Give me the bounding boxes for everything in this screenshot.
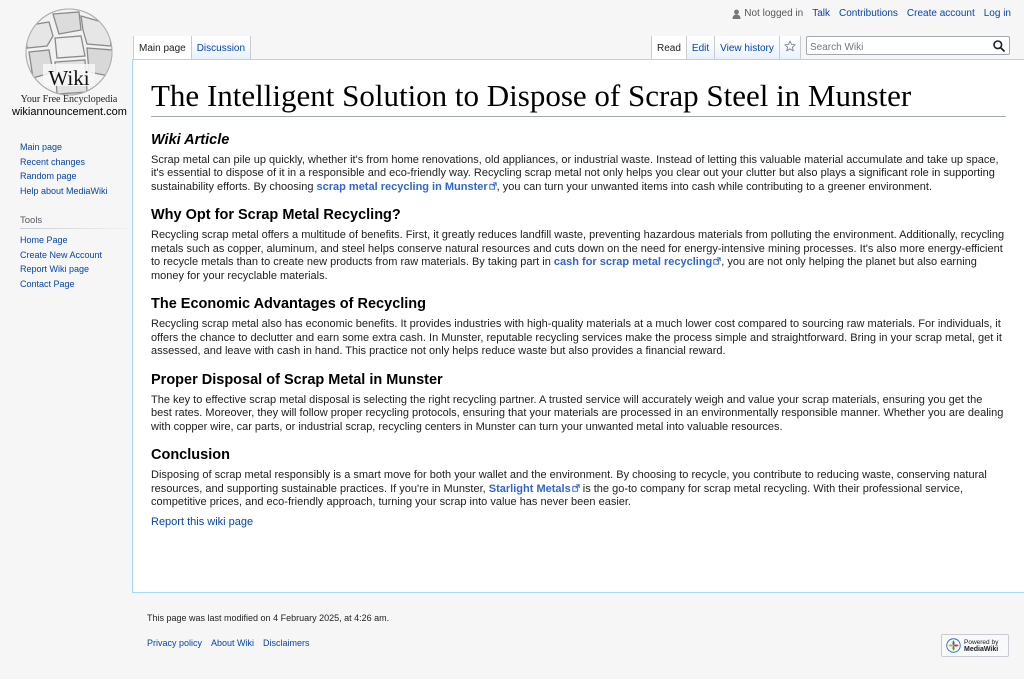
logo-site-name: wikiannouncement.com: [12, 106, 127, 118]
search-icon[interactable]: [992, 39, 1006, 53]
sidebar-item-contact-page[interactable]: Contact Page: [20, 278, 75, 289]
tab-read-label[interactable]: Read: [657, 43, 681, 54]
tools-heading: Tools: [20, 215, 126, 229]
search-input[interactable]: [807, 40, 990, 56]
sidebar-item-random-page[interactable]: Random page: [20, 171, 77, 181]
mediawiki-flower-icon: [946, 638, 961, 653]
watch-star-button[interactable]: [779, 36, 801, 60]
tab-edit-label[interactable]: Edit: [691, 43, 710, 54]
paragraph-text: is the go-to company for scrap metal recycling. With their professional service, competitive prices, and eco-friendly approach, turning your scrap into value has never been easier.: [151, 482, 964, 509]
sidebar-item-main-page[interactable]: Main page: [20, 142, 63, 152]
tab-view-history-label[interactable]: View history: [720, 43, 774, 54]
not-logged-in-label: Not logged in: [744, 8, 804, 19]
powered-by-text: [964, 639, 998, 653]
section-paragraph: Recycling scrap metal also has economic benefits. It provides industries with high-quality materials at a much lower cost compared to sourcing raw materials. For individuals, it offers the chance to declutter and earn some extra cash. In Munster, reputable recycling services make the process simple and straightforward. Bring in your scrap metal, get it assessed, and leave with cash in hand. This practice not only helps reduce waste but also provides a financial reward.: [151, 318, 1002, 358]
section-paragraph: [151, 229, 1006, 283]
section-heading: The Economic Advantages of Recycling: [151, 296, 427, 313]
namespace-tabs: [133, 36, 251, 60]
about-wiki-link[interactable]: About Wiki: [211, 638, 255, 648]
tab-view-history[interactable]: [714, 36, 779, 60]
privacy-policy-link[interactable]: Privacy policy: [147, 638, 203, 648]
external-link-scrap-metal-recycling[interactable]: scrap metal recycling in Munster: [316, 180, 488, 193]
talk-link[interactable]: Talk: [812, 8, 830, 19]
star-icon: [784, 40, 796, 52]
powered-by-small: Powered by: [964, 638, 999, 646]
powered-by-big: MediaWiki: [964, 645, 999, 653]
anon-status: [732, 8, 803, 19]
external-link-cash-for-scrap[interactable]: cash for scrap metal recycling: [553, 256, 713, 269]
sidebar-item-recent-changes[interactable]: Recent changes: [20, 156, 86, 167]
external-link-icon: [572, 484, 580, 492]
powered-by-mediawiki-badge[interactable]: [941, 634, 1009, 657]
external-link-icon: [489, 182, 497, 190]
sidebar-item-report-page[interactable]: Report Wiki page: [20, 264, 90, 274]
sidebar-item-help[interactable]: Help about MediaWiki: [20, 185, 108, 196]
contributions-link[interactable]: Contributions: [839, 8, 898, 19]
search-box: [806, 36, 1010, 55]
section-paragraph: The key to effective scrap metal disposal is selecting the right recycling partner. A trusted service will accurately weigh and value your scrap materials, ensuring you get the best rates. Moreover, they will follow proper recycling protocols, ensuring that your materials are processed in an environmentally responsible manner. Whether you are dealing with copper wire, car parts, or industrial scrap, recycling centers in Munster can turn your unwanted metal into valuable resources.: [151, 393, 1004, 433]
page-title: The Intelligent Solution to Dispose of Scrap Steel in Munster: [151, 78, 1006, 117]
create-account-link[interactable]: Create account: [906, 8, 975, 19]
section-heading: Wiki Article: [151, 131, 230, 148]
content-area: [132, 59, 1024, 593]
tab-main-page-label[interactable]: Main page: [139, 43, 186, 54]
section-paragraph: [151, 154, 1006, 195]
last-modified-text: This page was last modified on 4 February 2025, at 4:26 am.: [147, 613, 390, 623]
tab-main-page[interactable]: [133, 36, 191, 60]
section-heading: Proper Disposal of Scrap Metal in Munster: [151, 371, 443, 388]
logo-wordmark: Wiki: [48, 66, 90, 90]
paragraph-text: Disposing of scrap metal responsibly is a smart move for both your wallet and the environment. By choosing to recycle, you contribute to reducing waste, conserving natural resources, and supporting sustainable practices. If you're in Munster,: [151, 469, 987, 495]
personal-tools: [732, 8, 1011, 19]
sidebar-item-create-account[interactable]: Create New Account: [20, 249, 103, 260]
paragraph-text: Scrap metal can pile up quickly, whether it's from home renovations, old appliances, or industrial waste. Instead of letting this valuable material accumulate and take up space, it's essential to dispose of it in a responsible and eco-friendly way. Recycling scrap metal not only helps you clear out your clutter but also plays a significant role in supporting sustainability efforts. By choosing: [151, 153, 999, 193]
tab-edit[interactable]: [686, 36, 714, 60]
login-link[interactable]: Log in: [983, 8, 1011, 19]
paragraph-text: , you are not only helping the planet but also earning money for your recyclable materials.: [151, 256, 977, 282]
view-tabs: [651, 36, 801, 60]
site-logo[interactable]: [12, 6, 126, 124]
sidebar: [20, 140, 126, 291]
report-page-link[interactable]: Report this wiki page: [151, 515, 254, 528]
tab-read[interactable]: [651, 36, 686, 60]
tab-discussion[interactable]: [191, 36, 251, 60]
footer-links: [147, 638, 310, 648]
logo-tagline: Your Free Encyclopedia: [20, 94, 118, 105]
paragraph-text: Recycling scrap metal offers a multitude of benefits. First, it greatly reduces landfill waste, preventing hazardous materials from polluting the environment. Additionally, recycling metals such as copper, aluminum, and steel helps conserve natural resources and cuts down on the need for energy-intensive mining processes. It's also more energy-efficient to recycle metals than to create new products from raw materials. By taking part in: [151, 229, 1005, 269]
tools-portal: [20, 233, 126, 291]
user-icon: [732, 9, 741, 19]
tab-discussion-label[interactable]: Discussion: [196, 43, 246, 54]
external-link-starlight-metals[interactable]: Starlight Metals: [488, 482, 571, 495]
section-heading: Conclusion: [151, 447, 230, 464]
sidebar-item-home-page[interactable]: Home Page: [20, 235, 68, 245]
disclaimers-link[interactable]: Disclaimers: [263, 638, 310, 648]
paragraph-text: , you can turn your unwanted items into cash while contributing to a greener environment.: [496, 180, 933, 193]
navigation-portal: [20, 140, 126, 198]
section-paragraph: [151, 469, 1006, 510]
section-heading: Why Opt for Scrap Metal Recycling?: [151, 207, 401, 224]
